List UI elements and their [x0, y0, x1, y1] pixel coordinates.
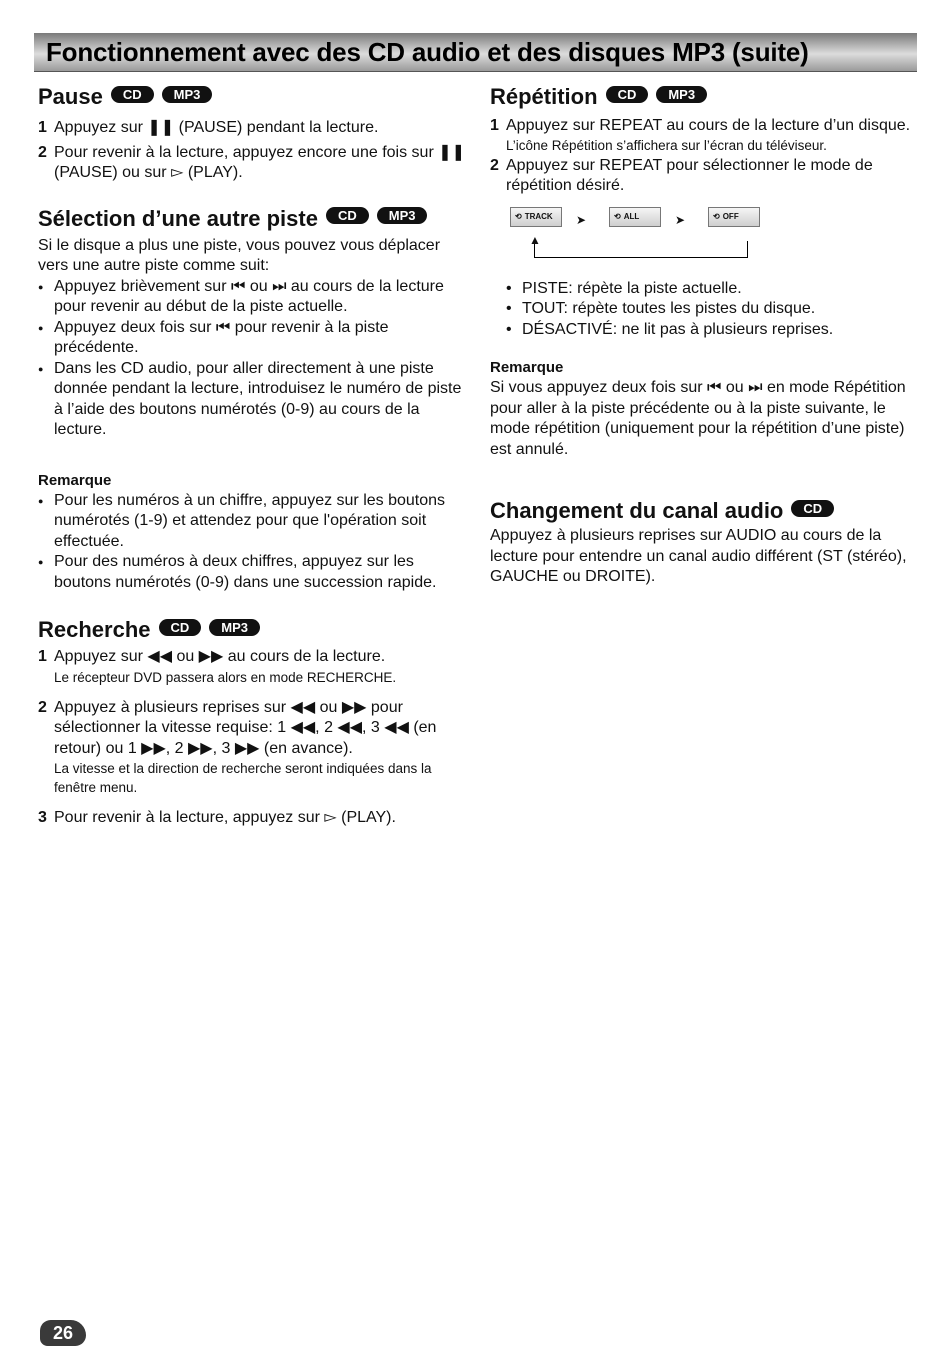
cd-badge: CD [326, 207, 369, 224]
arrow-right-icon: ➤ [675, 212, 686, 227]
step-number: 2 [38, 143, 47, 161]
pause-steps [38, 118, 466, 184]
repeat-off-button: ⟲ OFF [708, 207, 760, 227]
recherche-step-2: 2 Appuyez à plusieurs reprises sur ◀◀ ou ▶▶ pour sélectionner la vitesse requise: 1 ◀◀, 2 ◀◀, 3 ◀◀ (en retour) ou 1 ▶▶, 2 ▶▶, 3 ▶▶ (en avance). La vitesse et la direction de recherche seront indiquées dans la fenêtre menu. [38, 698, 466, 798]
page-title: Fonctionnement avec des CD audio et des disques MP3 (suite) [46, 37, 809, 67]
repetition-note: Si vous appuyez deux fois sur ⏮ ou ⏭ en mode Répétition pour aller à la piste précédente ou à la piste suivante, le mode répétition (uniquement pour la répétition d’une piste) est annulé. [490, 379, 906, 458]
repeat-track-button: ⟲ TRACK [510, 207, 562, 227]
step-note: Le récepteur DVD passera alors en mode RECHERCHE. [54, 669, 397, 685]
repeat-all-button: ⟲ ALL [609, 207, 661, 227]
recherche-step-3: 3 Pour revenir à la lecture, appuyez sur ▻ (PLAY). [38, 809, 396, 826]
section-title-selection [38, 206, 466, 232]
pause-step-2 [38, 143, 466, 184]
section-title-repetition [490, 84, 915, 110]
recherche-title: Recherche [38, 617, 151, 642]
arrow-right-icon: ➤ [576, 212, 587, 227]
step-text: Pour revenir à la lecture, appuyez sur ▻ (PLAY). [54, 809, 396, 826]
recherche-step-1: 1 Appuyez sur ◀◀ ou ▶▶ au cours de la lecture. Le récepteur DVD passera alors en mode RECHERCHE. [38, 647, 466, 687]
repetition-title: Répétition [490, 84, 598, 109]
repeat-icon: ⟲ [614, 212, 621, 221]
selection-list [38, 277, 466, 441]
list-item: • DÉSACTIVÉ: ne lit pas à plusieurs reprises. [506, 320, 915, 341]
section-title-pause [38, 84, 466, 110]
left-column [38, 84, 466, 829]
repeat-icon: ⟲ [515, 212, 522, 221]
cd-badge: CD [606, 86, 649, 103]
repetition-steps [490, 116, 915, 197]
step-note: L’icône Répétition s’affichera sur l’écran du téléviseur. [506, 137, 827, 153]
section-title-audio [490, 498, 915, 524]
arrow-up-icon: ▲ [529, 232, 541, 247]
repetition-mode-list [506, 279, 915, 341]
list-item: ● Pour des numéros à deux chiffres, appuyez sur les boutons numérotés (0-9) dans une succession rapide. [38, 552, 466, 593]
repeat-icon: ⟲ [713, 212, 720, 221]
mp3-badge: MP3 [162, 86, 213, 103]
mp3-badge: MP3 [377, 207, 428, 224]
step-number: 1 [38, 119, 47, 136]
step-text: Pour revenir à la lecture, appuyez encore une fois sur ❚❚ (PAUSE) ou sur ▻ (PLAY). [54, 143, 466, 181]
audio-text: Appuyez à plusieurs reprises sur AUDIO au cours de la lecture pour entendre un canal audio différent (ST (stéréo), GAUCHE ou DROITE). [490, 527, 907, 585]
repetition-note-title: Remarque [490, 359, 564, 376]
right-column [490, 84, 915, 588]
step-text: Appuyez sur ◀◀ ou ▶▶ au cours de la lecture. [54, 648, 386, 665]
pause-title: Pause [38, 84, 103, 109]
step-text: Appuyez sur REPEAT pour sélectionner le mode de répétition désiré. [506, 156, 873, 194]
list-item: ● Pour les numéros à un chiffre, appuyez sur les boutons numérotés (1-9) et attendez pour que l'opération soit effectuée. [38, 491, 466, 553]
repeat-mode-diagram [510, 207, 915, 269]
recherche-steps [38, 647, 466, 829]
mp3-badge: MP3 [656, 86, 707, 103]
selection-intro: Si le disque a plus une piste, vous pouvez vous déplacer vers une autre piste comme suit: [38, 236, 441, 274]
audio-title: Changement du canal audio [490, 498, 784, 523]
cd-badge: CD [111, 86, 154, 103]
cd-badge: CD [159, 619, 202, 636]
step-text: Appuyez sur REPEAT au cours de la lecture d’un disque. [506, 117, 911, 134]
page-header [34, 33, 917, 72]
section-title-recherche [38, 617, 466, 643]
repetition-step-2: 2 Appuyez sur REPEAT pour sélectionner le mode de répétition désiré. [490, 156, 873, 194]
list-item: ● Appuyez deux fois sur ⏮ pour revenir à la piste précédente. [38, 318, 466, 359]
step-text: Appuyez à plusieurs reprises sur ◀◀ ou ▶▶ pour sélectionner la vitesse requise: 1 ◀◀, 2 ◀◀, 3 ◀◀ (en retour) ou 1 ▶▶, 2 ▶▶, 3 ▶▶ (en avance). [54, 698, 437, 757]
list-item: ● Appuyez brièvement sur ⏮ ou ⏭ au cours de la lecture pour revenir au début de la piste actuelle. [38, 277, 466, 318]
list-item: • TOUT: répète toutes les pistes du disque. [506, 299, 915, 320]
page-number: 26 [40, 1320, 86, 1346]
step-text: Appuyez sur ❚❚ (PAUSE) pendant la lecture. [54, 119, 379, 136]
selection-note-title: Remarque [38, 471, 112, 489]
mp3-badge: MP3 [209, 619, 260, 636]
selection-title: Sélection d’une autre piste [38, 205, 318, 231]
cd-badge: CD [791, 500, 834, 517]
list-item: ● Dans les CD audio, pour aller directement à une piste donnée pendant la lecture, introduisez le numéro de piste à l’aide des boutons numérotés (0-9) au cours de la lecture. [38, 359, 466, 441]
repetition-step-1: 1 Appuyez sur REPEAT au cours de la lecture d’un disque. L’icône Répétition s’affichera sur l’écran du téléviseur. [490, 116, 915, 154]
selection-note-list [38, 491, 466, 594]
loop-back-line [534, 241, 748, 258]
pause-step-1 [38, 118, 466, 139]
step-note: La vitesse et la direction de recherche seront indiquées dans la fenêtre menu. [54, 761, 432, 795]
list-item: • PISTE: répète la piste actuelle. [506, 279, 915, 300]
